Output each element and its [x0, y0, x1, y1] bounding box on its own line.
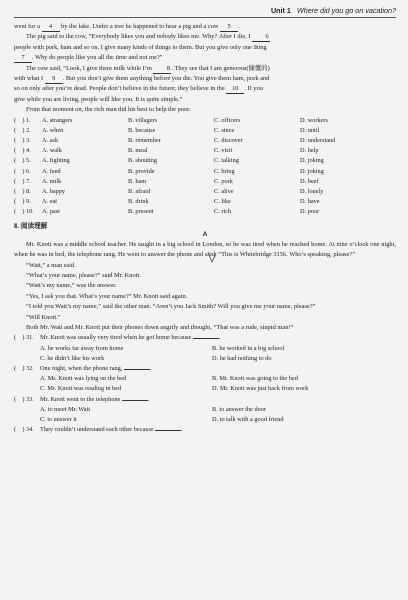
option-c: C. talking	[214, 157, 239, 165]
passage-text: The cow said, “Look, I give them milk while I’m	[26, 64, 154, 72]
option-d: D. understand	[300, 137, 336, 145]
question-number: 7.	[26, 177, 31, 185]
answer-blank	[155, 430, 181, 431]
question-text: Mr. Knott went to the telephone	[40, 395, 121, 403]
answer-choice: D. to talk with a good friend	[212, 415, 284, 423]
reading-paragraph: Mr. Knott was a middle school teacher. He taught in a big school in London, so he was tired when he reached home. At nine o’clock one night, when he was in bed, the telephone rang. He went to answer the phone and said, “This is Whitebridge 3156. Who’s speaking, please?”	[14, 240, 396, 259]
reading-paragraph: “Watt,” a man said.	[26, 261, 76, 269]
cloze-blank: 6	[252, 33, 270, 42]
option-c: C. since	[214, 126, 235, 134]
option-a: A. walk	[42, 147, 62, 155]
passage-text: .	[238, 23, 240, 30]
option-row	[14, 167, 396, 177]
passage-line	[14, 22, 396, 32]
option-c: C. bring	[214, 167, 235, 175]
passage-text: . If you	[244, 85, 263, 93]
option-row	[14, 177, 396, 187]
answer-paren: ( )	[14, 364, 25, 372]
answer-choice: C. to answer it	[40, 415, 77, 423]
question-number: 34.	[26, 426, 34, 434]
passage-line	[14, 95, 396, 105]
passage-text: From that moment on, the rich man did his best to help the poor.	[26, 106, 191, 114]
question-tail: .	[149, 364, 152, 372]
option-c: C. visit	[214, 147, 233, 155]
question-stem	[40, 333, 220, 343]
answer-paren: ( )	[14, 198, 25, 206]
passage-line	[14, 74, 396, 84]
reading-paragraph: “Yes, I ask you that. What’s your name?” Mr. Knott said again.	[26, 292, 188, 300]
unit-title: Where did you go on vacation?	[296, 6, 396, 15]
question-stem	[40, 425, 183, 435]
answer-choice: A. to meet Mr. Watt	[40, 405, 91, 413]
passage-text: . They see that I am generous(慷慨的)	[171, 64, 270, 72]
pen-mark-icon	[206, 250, 218, 264]
answer-paren: ( )	[14, 395, 25, 403]
question-item	[14, 364, 396, 374]
passage-text: give while you are living, people will like you. It is quite simple.”	[14, 95, 183, 103]
question-stem	[40, 364, 152, 374]
answer-paren: ( )	[14, 147, 25, 155]
question-number: 6.	[26, 167, 31, 175]
reading-questions	[14, 333, 396, 435]
option-a: A. eat	[42, 198, 58, 206]
cloze-blank: 5	[220, 23, 238, 32]
option-row	[14, 136, 396, 146]
option-b: B. shouting	[128, 157, 158, 165]
option-a: A. past	[42, 208, 60, 216]
answer-row	[14, 415, 396, 425]
option-b: B. drink	[128, 198, 149, 206]
passage-line	[14, 84, 396, 94]
passage-text: went for a	[14, 23, 42, 30]
passage-text: people with pork, ham and so on. I give many kinds of things to them. But you give only one thing	[14, 43, 267, 51]
reading-paragraph: “Watt’s my name,” was the answer.	[26, 282, 117, 290]
answer-choice: C. Mr. Knott was reading in bed	[40, 385, 122, 393]
option-d: D. lonely	[300, 188, 324, 196]
answer-paren: ( )	[14, 137, 25, 145]
question-item	[14, 395, 396, 405]
passage-line	[14, 53, 396, 63]
option-c: C. officers	[214, 116, 241, 124]
option-a: A. strangers	[42, 116, 73, 124]
answer-choice: B. Mr. Knott was going to the bed	[212, 375, 298, 383]
reading-paragraph: “Will Knott.”	[26, 313, 61, 321]
answer-paren: ( )	[14, 167, 25, 175]
cloze-passage	[14, 22, 396, 116]
reading-passage	[14, 240, 396, 334]
cloze-blank: 10	[226, 85, 244, 94]
section-title: Ⅱ. 阅读理解	[14, 222, 48, 230]
cloze-blank: 9	[45, 75, 63, 84]
answer-row	[14, 384, 396, 394]
answer-blank	[122, 400, 148, 401]
option-b: B. because	[128, 126, 156, 134]
option-a: A. happy	[42, 188, 66, 196]
option-b: B. provide	[128, 167, 155, 175]
answer-blank	[124, 369, 150, 370]
answer-paren: ( )	[14, 208, 25, 216]
answer-row	[14, 344, 396, 354]
question-stem	[40, 395, 150, 405]
option-b: B. meal	[128, 147, 148, 155]
passage-text: . Why do people like you all the time and not me?”	[32, 54, 163, 62]
answer-paren: ( )	[14, 177, 25, 185]
option-c: C. discover	[214, 137, 243, 145]
passage-line	[14, 105, 396, 115]
option-d: D. poor	[300, 208, 320, 216]
passage-line	[14, 43, 396, 53]
option-c: C. alive	[214, 188, 234, 196]
answer-blank	[193, 338, 219, 339]
answer-paren: ( )	[14, 157, 25, 165]
answer-paren: ( )	[14, 116, 25, 124]
option-d: D. until	[300, 126, 320, 134]
option-b: B. villagers	[128, 116, 158, 124]
passage-label: A	[202, 230, 208, 238]
reading-paragraph: “What’s your name, please?” said Mr. Knott.	[26, 271, 141, 279]
question-number: 10.	[26, 208, 34, 216]
header-rule	[14, 17, 396, 18]
cloze-options	[14, 116, 396, 218]
question-number: 8.	[26, 188, 31, 196]
answer-paren: ( )	[14, 126, 25, 134]
question-number: 2.	[26, 126, 31, 134]
answer-choice: B. he worked in a big school	[212, 344, 285, 352]
answer-choice: A. he works far away from home	[40, 344, 124, 352]
option-a: A. when	[42, 126, 64, 134]
passage-text: so on only after you’re dead. People don’t believe in the future; they believe in the	[14, 85, 227, 93]
answer-choice: D. Mr. Knott was just back from work	[212, 385, 309, 393]
question-number: 3.	[26, 137, 31, 145]
option-a: A. milk	[42, 177, 62, 185]
option-a: A. fighting	[42, 157, 70, 165]
question-tail: .	[218, 334, 221, 342]
option-c: C. rich	[214, 208, 232, 216]
option-a: A. ask	[42, 137, 59, 145]
option-row	[14, 156, 396, 166]
question-number: 33.	[26, 395, 34, 403]
option-d: D. joking	[300, 167, 324, 175]
option-row	[14, 207, 396, 217]
question-tail: .	[181, 426, 183, 434]
option-a: A. feed	[42, 167, 61, 175]
question-item	[14, 333, 396, 343]
option-row	[14, 146, 396, 156]
passage-line	[14, 32, 396, 42]
passage-text: with what I	[14, 75, 45, 83]
answer-paren: ( )	[14, 334, 25, 342]
answer-row	[14, 374, 396, 384]
option-row	[14, 116, 396, 126]
option-row	[14, 197, 396, 207]
option-row	[14, 126, 396, 136]
unit-label: Unit 1	[270, 6, 291, 15]
question-number: 1.	[26, 116, 31, 124]
passage-text: . But you don’t give them anything before you die. You give them ham, pork and	[62, 75, 270, 83]
question-text: Mr. Knott was usually very tired when he got home because	[40, 334, 192, 342]
question-item	[14, 425, 396, 435]
option-c: C. pork	[214, 177, 233, 185]
reading-paragraph: “I told you Watt’s my name,” said the other man. “Aren’t you Jack Smith? Will you give me your name, please?”	[26, 303, 316, 311]
option-b: B. present	[128, 208, 154, 216]
option-row	[14, 187, 396, 197]
answer-choice: A. Mr. Knott was lying on the bed	[40, 375, 127, 383]
cloze-blank: 8	[153, 65, 171, 74]
question-number: 9.	[26, 198, 31, 206]
question-number: 32.	[26, 364, 34, 372]
answer-paren: ( )	[14, 188, 25, 196]
answer-row	[14, 354, 396, 364]
answer-choice: C. he didn’t like his work	[40, 354, 105, 362]
option-b: B. ham	[128, 177, 147, 185]
passage-line	[14, 64, 396, 74]
cloze-blank: 4	[42, 23, 60, 32]
question-number: 31.	[26, 334, 34, 342]
question-tail: .	[148, 395, 150, 403]
option-c: C. like	[214, 198, 231, 206]
answer-row	[14, 405, 396, 415]
passage-text: by the lake. Under a tree he happened to hear a pig and a cow	[59, 23, 221, 30]
option-b: B. afraid	[128, 188, 151, 196]
question-number: 5.	[26, 157, 31, 165]
reading-paragraph: Both Mr. Watt and Mr. Knott put their phones down angrily and thought, “That was a rude, stupid man!”	[26, 323, 294, 331]
question-text: One night, when the phone rang,	[40, 364, 123, 372]
option-b: B. remember	[128, 137, 161, 145]
option-d: D. workers	[300, 116, 328, 124]
option-d: D. help	[300, 147, 319, 155]
passage-text: The pig said to the cow, “Everybody likes you and nobody likes me. Why? After I die, I	[26, 33, 253, 41]
cloze-blank: 7	[14, 54, 32, 63]
answer-choice: D. he had nothing to do	[212, 354, 272, 362]
option-d: D. have	[300, 198, 320, 206]
question-number: 4.	[26, 147, 31, 155]
option-d: D. beef	[300, 177, 319, 185]
option-d: D. joking	[300, 157, 324, 165]
answer-paren: ( )	[14, 426, 25, 434]
page-header	[14, 6, 396, 15]
answer-choice: B. to answer the door	[212, 405, 267, 413]
question-text: They couldn’t understand each other because	[40, 426, 154, 434]
